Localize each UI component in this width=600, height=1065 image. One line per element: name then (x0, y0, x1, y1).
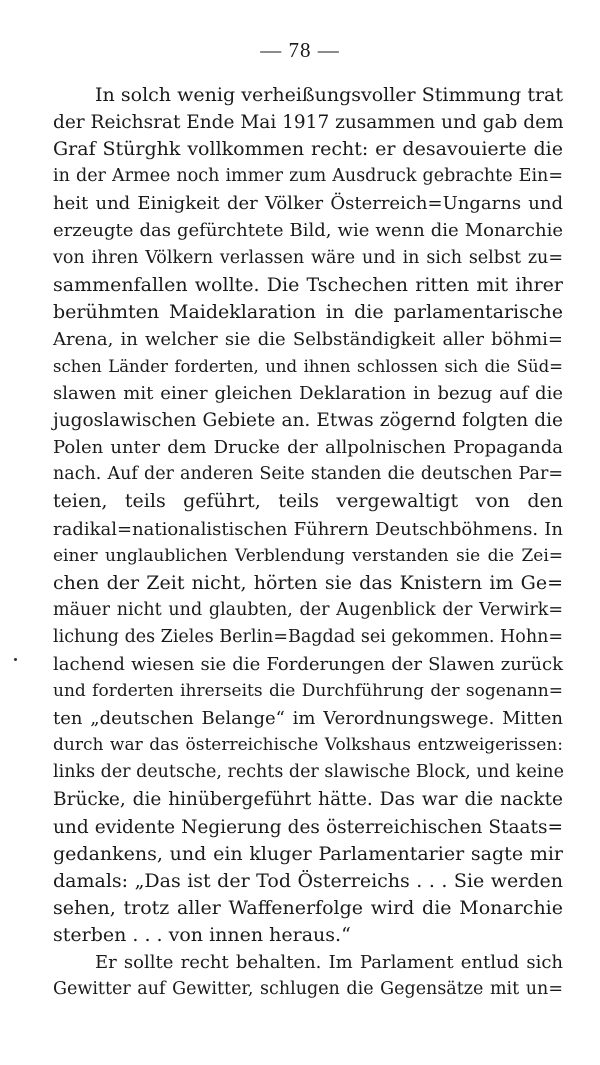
text-line: durch war das österreichische Volkshaus entzweigerissen: (53, 735, 563, 756)
text-line: Polen unter dem Drucke der allpolnischen Propaganda (53, 437, 563, 459)
text-line: von ihren Völkern verlassen wäre und in sich selbst zu= (53, 247, 563, 268)
text-line: einer unglaublichen Verblendung verstanden sie die Zei= (53, 545, 563, 566)
text-line: jugoslawischen Gebiete an. Etwas zögernd folgten die (53, 410, 563, 432)
text-line: erzeugte das gefürchtete Bild, wie wenn die Monarchie (53, 220, 563, 242)
page-number: — 78 — (260, 38, 340, 62)
ink-speck (14, 658, 17, 661)
text-line: sammenfallen wollte. Die Tschechen ritten mit ihrer (53, 273, 563, 296)
text-line: chen der Zeit nicht, hörten sie das Knistern im Ge= (53, 571, 563, 594)
text-line: lichung des Zieles Berlin=Bagdad sei gekommen. Hohn= (53, 626, 564, 647)
text-line: nach. Auf der anderen Seite standen die deutschen Par= (53, 464, 563, 485)
text-line: slawen mit einer gleichen Deklaration in bezug auf die (53, 383, 563, 405)
paragraph (53, 82, 563, 949)
text-line: der Reichsrat Ende Mai 1917 zusammen und gab dem (53, 112, 564, 134)
text-line: in der Armee noch immer zum Ausdruck gebrachte Ein= (53, 166, 563, 187)
text-line: Brücke, die hinübergeführt hätte. Das war die nackte (53, 789, 563, 811)
text-line: Er sollte recht behalten. Im Parlament entlud sich (95, 952, 563, 973)
text-line: radikal=nationalistischen Führern Deutschböhmens. In (53, 518, 563, 540)
paragraph (53, 949, 563, 1003)
page-text (53, 82, 563, 1003)
text-line: lachend wiesen sie die Forderungen der Slawen zurück (53, 653, 563, 675)
text-line: sterben . . . von innen heraus.“ (53, 923, 351, 946)
text-line: berühmten Maideklaration in die parlamentarische (53, 300, 563, 323)
text-line: Arena, in welcher sie die Selbständigkeit aller böhmi= (53, 328, 563, 350)
text-line: heit und Einigkeit der Völker Österreich=Ungarns und (53, 193, 563, 215)
text-line: Gewitter auf Gewitter, schlugen die Gegensätze mit un= (53, 979, 563, 1000)
text-line: ten „deutschen Belange“ im Verordnungswege. Mitten (53, 708, 563, 730)
text-line: und forderten ihrerseits die Durchführung der sogenann= (53, 681, 563, 702)
text-line: schen Länder forderten, und ihnen schlossen sich die Süd= (53, 356, 563, 376)
text-line: teien, teils geführt, teils vergewaltigt von den (53, 490, 563, 513)
text-line: mäuer nicht und glaubten, der Augenblick der Verwirk= (53, 599, 563, 620)
text-line: links der deutsche, rechts der slawische Block, und keine (53, 762, 564, 783)
text-line: gedankens, und ein kluger Parlamentarier sagte mir (53, 842, 563, 865)
text-line: und evidente Negierung des österreichischen Staats= (53, 816, 563, 838)
text-line: sehen, trotz aller Waffenerfolge wird die Monarchie (53, 896, 563, 919)
text-line: In solch wenig verheißungsvoller Stimmung trat (95, 84, 563, 106)
text-line: Graf Stürghk vollkommen recht: er desavouierte die (53, 138, 563, 161)
text-line: damals: „Das ist der Tod Österreichs . . . Sie werden (53, 869, 563, 892)
